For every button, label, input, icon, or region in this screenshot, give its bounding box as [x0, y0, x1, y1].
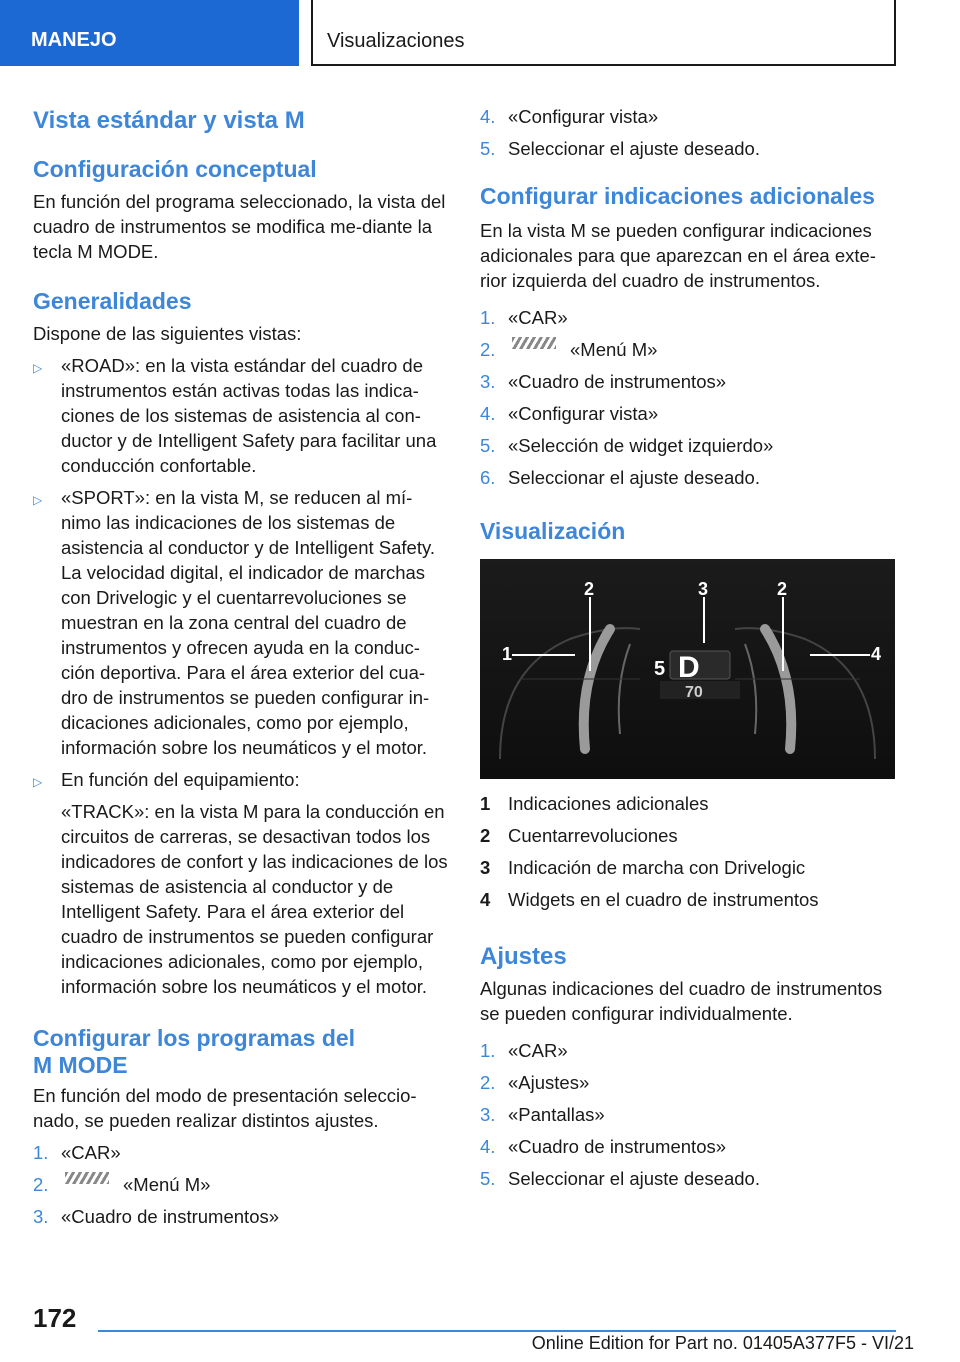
heading-general: Generalidades [33, 288, 192, 314]
step-item: 6. Seleccionar el ajuste deseado. [480, 467, 760, 488]
settings-steps [480, 1038, 900, 1191]
heading-display: Visualización [480, 518, 626, 544]
views-list [33, 353, 451, 999]
legend-item: 1 Indicaciones adicionales [480, 793, 709, 814]
step-item: 4. «Cuadro de instrumentos» [480, 1136, 727, 1157]
legend-item: 4 Widgets en el cuadro de instrumentos [480, 889, 819, 910]
step-item: 3. «Cuadro de instrumentos» [480, 371, 727, 392]
paragraph-settings: Algunas indicaciones del cuadro de instrumentos se pueden configurar individualmente. [480, 978, 883, 1024]
step-item: 3. «Pantallas» [480, 1104, 605, 1125]
triangle-bullet-icon: ▷ [33, 775, 43, 789]
callout-2-left: 2 [584, 579, 595, 599]
triangle-bullet-icon: ▷ [33, 361, 43, 375]
step-item: 2. «Ajustes» [480, 1072, 590, 1093]
step-item: 5. Seleccionar el ajuste deseado. [480, 1168, 760, 1189]
heading-concept: Configuración conceptual [33, 156, 317, 182]
step-item: 4. «Configurar vista» [480, 106, 659, 127]
paragraph-general: Dispone de las siguientes vistas: [33, 323, 302, 344]
step-item: 4. «Configurar vista» [480, 403, 659, 424]
callout-3: 3 [698, 579, 709, 599]
step-item: 3. «Cuadro de instrumentos» [33, 1206, 280, 1227]
list-item: ▷ En función del equipamiento: «TRACK»: en la vista M para la conducción en circuitos de carreras, se desactivan todos los indicadores de confort y las indicaciones de los sistemas de asistencia al conductor y de Intelligent Safety. Para el área exterior del cuadro de instrumentos se pueden configurar indicaciones adicionales, como por ejemplo, información sobre los neumáticos y el motor. [33, 767, 451, 999]
callout-2-right: 2 [777, 579, 788, 599]
paragraph-extra: En la vista M se pueden configurar indicaciones adicionales para que aparezcan en el área exte-rior izquierda del cuadro de instrumentos. [480, 220, 876, 291]
extra-steps [480, 305, 900, 490]
edition-note: Online Edition for Part no. 01405A377F5 - VI/21 [531, 1333, 914, 1353]
programs-steps-continued [480, 104, 900, 161]
step-item: 5. Seleccionar el ajuste deseado. [480, 138, 760, 159]
drive-mode-number: 5 [654, 658, 666, 680]
page-number: 172 [33, 1303, 77, 1333]
programs-steps [33, 1140, 451, 1229]
paragraph-concept: En función del programa seleccionado, la vista del cuadro de instrumentos se modifica me-diante la tecla M MODE. [33, 191, 446, 262]
speed-readout: 70 [685, 684, 703, 701]
instrument-cluster-image [480, 559, 895, 779]
header-title-box [311, 0, 896, 66]
step-item: 1. «CAR» [480, 1040, 568, 1061]
heading-programs: Configurar los programas del M MODE [33, 1025, 356, 1078]
m-stripes-icon [65, 1172, 109, 1184]
legend-item: 2 Cuentarrevoluciones [480, 825, 678, 846]
cluster-illustration [480, 559, 895, 779]
list-item: ▷ «SPORT»: en la vista M, se reducen al mí-nimo las indicaciones de los sistemas de asistencia al conductor y de Intelligent Safety. La velocidad digital, el indicador de marchas con Drivelogic y el cuentarrevoluciones se muestran en la zona central del cuadro de instrumentos y ofrecen ayuda en la conduc-ción deportiva. Para el área exterior del cua-dro de instrumentos se pueden configurar in-dicaciones adicionales, como por ejemplo, información sobre los neumáticos y el motor. [33, 487, 435, 758]
step-item: 5. «Selección de widget izquierdo» [480, 435, 774, 456]
callout-1: 1 [502, 644, 513, 664]
section-label: MANEJO [31, 29, 117, 51]
footer-rule [98, 1330, 896, 1332]
section-tab [0, 0, 299, 66]
step-item: 2. «Menú M» [33, 1174, 211, 1195]
m-stripes-icon [512, 337, 556, 349]
cluster-legend [480, 791, 900, 912]
step-item: 1. «CAR» [480, 307, 568, 328]
triangle-bullet-icon: ▷ [33, 493, 43, 507]
callout-4: 4 [871, 644, 882, 664]
legend-item: 3 Indicación de marcha con Drivelogic [480, 857, 806, 878]
step-item: 1. «CAR» [33, 1142, 121, 1163]
track-description: «TRACK»: en la vista M para la conducción en circuitos de carreras, se desactivan todos los indicadores de confort y las indicaciones de los sistemas de asistencia al conductor y de Intelligent Safety. Para el área exterior del cuadro de instrumentos se pueden configurar indicaciones adicionales, como por ejemplo, información sobre los neumáticos y el motor. [61, 801, 448, 997]
heading-main: Vista estándar y vista M [33, 107, 305, 134]
list-item: ▷ «ROAD»: en la vista estándar del cuadro de instrumentos están activas todas las indica-ciones de los sistemas de asistencia al con-ductor y de Intelligent Safety para facilitar una conducción confortable. [33, 355, 437, 476]
paragraph-programs: En función del modo de presentación seleccio-nado, se pueden realizar distintos ajustes. [33, 1085, 417, 1131]
heading-settings: Ajustes [480, 943, 567, 970]
step-item: 2. «Menú M» [480, 339, 658, 360]
heading-extra: Configurar indicaciones adicionales [480, 183, 875, 209]
gear-indicator: D [678, 651, 700, 684]
right-column [480, 98, 900, 1191]
page-header-title: Visualizaciones [327, 30, 465, 52]
left-column [33, 98, 451, 1229]
